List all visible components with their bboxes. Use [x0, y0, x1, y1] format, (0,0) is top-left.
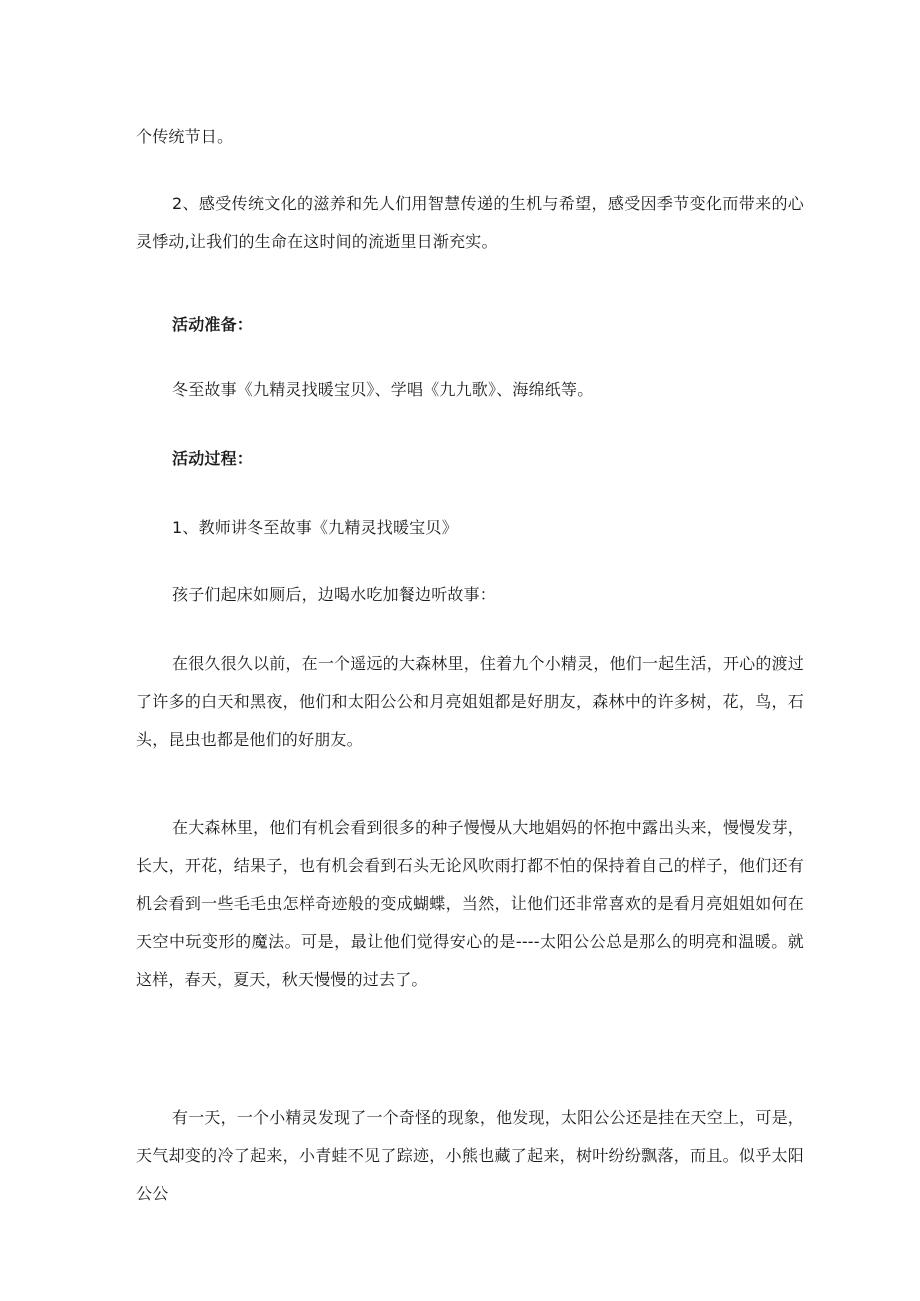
heading-activity-preparation: 活动准备：	[172, 315, 254, 334]
paragraph-story-part-3: 有一天，一个小精灵发现了一个奇怪的现象，他发现，太阳公公还是挂在天空上，可是，天气却变的冷了起来，小青蛙不见了踪迹，小熊也藏了起来，树叶纷纷飘落，而且。似乎太阳公公	[136, 1108, 804, 1203]
paragraph-goal-2: 2、感受传统文化的滋养和先人们用智慧传递的生机与希望，感受因季节变化而带来的心灵悸动,让我们的生命在这时间的流逝里日渐充实。	[136, 194, 804, 251]
paragraph-continuation: 个传统节日。	[136, 127, 234, 146]
paragraph-process-step-1: 1、教师讲冬至故事《九精灵找暖宝贝》	[172, 518, 458, 537]
paragraph-story-part-2: 在大森林里，他们有机会看到很多的种子慢慢从大地娼妈的怀抱中露出头来，慢慢发芽，长大，开花，结果子，也有机会看到石头无论风吹雨打都不怕的保持着自己的样子，他们还有机会看到一些毛毛虫怎样奇迹般的变成蝴蝶，当然，让他们还非常喜欢的是看月亮姐姐如何在天空中玩变形的魔法。可是，最让他们觉得安心的是----太阳公公总是那么的明亮和温暖。就这样，春天，夏天，秋天慢慢的过去了。	[136, 818, 804, 989]
paragraph-story-setup: 孩子们起床如厕后，边喝水吃加餐边听故事：	[172, 585, 497, 604]
paragraph-preparation-materials: 冬至故事《九精灵找暖宝贝》、学唱《九九歌》、海绵纸等。	[172, 380, 594, 399]
heading-activity-process: 活动过程：	[172, 449, 254, 468]
paragraph-story-part-1: 在很久很久以前，在一个遥远的大森林里，住着九个小精灵，他们一起生活，开心的渡过了许多的白天和黑夜，他们和太阳公公和月亮姐姐都是好朋友，森林中的许多树，花，鸟，石头，昆虫也都是他们的好朋友。	[136, 654, 804, 749]
